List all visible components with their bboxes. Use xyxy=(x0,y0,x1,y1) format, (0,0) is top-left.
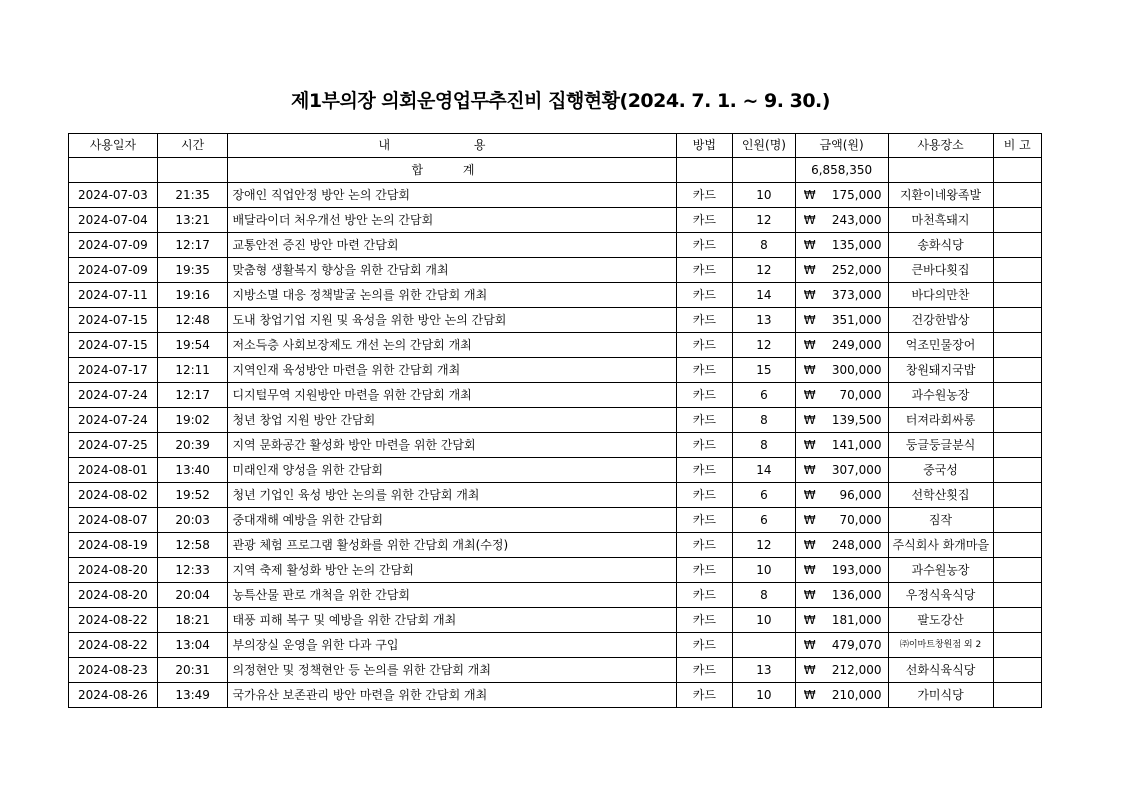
currency-symbol: ₩ xyxy=(803,188,816,202)
cell-date: 2024-07-24 xyxy=(69,408,158,433)
cell-amount xyxy=(795,633,888,658)
cell-content: 배달라이더 처우개선 방안 논의 간담회 xyxy=(228,208,676,233)
cell-date: 2024-07-09 xyxy=(69,258,158,283)
cell-time: 12:17 xyxy=(157,383,228,408)
cell-date: 2024-07-17 xyxy=(69,358,158,383)
cell-amount-value: 96,000 xyxy=(839,488,882,502)
cell-amount xyxy=(795,383,888,408)
cell-note xyxy=(993,633,1042,658)
table-row xyxy=(69,183,1042,208)
cell-note xyxy=(993,383,1042,408)
cell-people: 10 xyxy=(733,558,796,583)
currency-symbol: ₩ xyxy=(803,238,816,252)
cell-amount-value: 243,000 xyxy=(831,213,882,227)
cell-time: 20:03 xyxy=(157,508,228,533)
cell-date: 2024-07-24 xyxy=(69,383,158,408)
cell-method: 카드 xyxy=(676,333,733,358)
cell-time: 12:58 xyxy=(157,533,228,558)
cell-amount-value: 135,000 xyxy=(831,238,882,252)
cell-place: 짐작 xyxy=(888,508,993,533)
cell-amount xyxy=(795,333,888,358)
cell-date: 2024-08-07 xyxy=(69,508,158,533)
table-row xyxy=(69,358,1042,383)
currency-symbol: ₩ xyxy=(803,588,816,602)
cell-method: 카드 xyxy=(676,183,733,208)
table-row xyxy=(69,608,1042,633)
cell-time: 12:33 xyxy=(157,558,228,583)
cell-amount xyxy=(795,208,888,233)
cell-note xyxy=(993,233,1042,258)
currency-symbol: ₩ xyxy=(803,538,816,552)
page-title: 제1부의장 의회운영업무추진비 집행현황(2024. 7. 1. ~ 9. 30.) xyxy=(291,90,830,112)
cell-people: 12 xyxy=(733,533,796,558)
cell-people: 13 xyxy=(733,658,796,683)
cell-place: 큰바다횟집 xyxy=(888,258,993,283)
header-content xyxy=(228,134,676,158)
cell-method: 카드 xyxy=(676,233,733,258)
header-date: 사용일자 xyxy=(69,134,158,158)
cell-amount xyxy=(795,558,888,583)
cell-amount-value: 193,000 xyxy=(831,563,882,577)
cell-people: 15 xyxy=(733,358,796,383)
cell-time: 13:40 xyxy=(157,458,228,483)
cell-content: 청년 기업인 육성 방안 논의를 위한 간담회 개최 xyxy=(228,483,676,508)
cell-amount xyxy=(795,408,888,433)
cell-amount-value: 210,000 xyxy=(831,688,882,702)
currency-symbol: ₩ xyxy=(803,438,816,452)
cell-people: 6 xyxy=(733,483,796,508)
table-row xyxy=(69,333,1042,358)
cell-people: 12 xyxy=(733,333,796,358)
table-row xyxy=(69,308,1042,333)
cell-date: 2024-08-20 xyxy=(69,583,158,608)
total-label-text: 합 계 xyxy=(411,163,493,177)
header-method: 방법 xyxy=(676,134,733,158)
table-row xyxy=(69,508,1042,533)
currency-symbol: ₩ xyxy=(803,413,816,427)
currency-symbol: ₩ xyxy=(803,288,816,302)
cell-amount-value: 70,000 xyxy=(839,513,882,527)
cell-method: 카드 xyxy=(676,208,733,233)
cell-amount xyxy=(795,358,888,383)
cell-method: 카드 xyxy=(676,658,733,683)
cell-place: 송화식당 xyxy=(888,233,993,258)
cell-time: 19:16 xyxy=(157,283,228,308)
cell-amount-value: 373,000 xyxy=(831,288,882,302)
currency-symbol: ₩ xyxy=(803,688,816,702)
cell-note xyxy=(993,208,1042,233)
cell-note xyxy=(993,683,1042,708)
cell-time: 19:54 xyxy=(157,333,228,358)
cell-date: 2024-08-20 xyxy=(69,558,158,583)
total-amount: 6,858,350 xyxy=(795,158,888,183)
cell-time: 19:02 xyxy=(157,408,228,433)
cell-content: 도내 창업기업 지원 및 육성을 위한 방안 논의 간담회 xyxy=(228,308,676,333)
cell-time: 13:49 xyxy=(157,683,228,708)
currency-symbol: ₩ xyxy=(803,388,816,402)
cell-amount-value: 212,000 xyxy=(831,663,882,677)
cell-content: 장애인 직업안정 방안 논의 간담회 xyxy=(228,183,676,208)
currency-symbol: ₩ xyxy=(803,463,816,477)
table-row xyxy=(69,433,1042,458)
cell-amount xyxy=(795,183,888,208)
cell-place: 선화식육식당 xyxy=(888,658,993,683)
cell-place: 가미식당 xyxy=(888,683,993,708)
cell-amount xyxy=(795,508,888,533)
cell-time: 19:35 xyxy=(157,258,228,283)
cell-amount-value: 307,000 xyxy=(831,463,882,477)
cell-amount-value: 175,000 xyxy=(831,188,882,202)
cell-note xyxy=(993,283,1042,308)
cell-date: 2024-08-01 xyxy=(69,458,158,483)
cell-place: 지환이네왕족발 xyxy=(888,183,993,208)
cell-amount xyxy=(795,583,888,608)
cell-date: 2024-07-15 xyxy=(69,333,158,358)
cell-amount xyxy=(795,533,888,558)
table-row xyxy=(69,283,1042,308)
cell-place: 팔도강산 xyxy=(888,608,993,633)
cell-content: 중대재해 예방을 위한 간담회 xyxy=(228,508,676,533)
cell-time: 18:21 xyxy=(157,608,228,633)
cell-content: 농특산물 판로 개척을 위한 간담회 xyxy=(228,583,676,608)
currency-symbol: ₩ xyxy=(803,663,816,677)
cell-amount xyxy=(795,233,888,258)
cell-note xyxy=(993,458,1042,483)
header-time: 시간 xyxy=(157,134,228,158)
cell-method: 카드 xyxy=(676,633,733,658)
table-row xyxy=(69,258,1042,283)
cell-date: 2024-07-15 xyxy=(69,308,158,333)
table-row xyxy=(69,558,1042,583)
currency-symbol: ₩ xyxy=(803,313,816,327)
cell-note xyxy=(993,333,1042,358)
cell-date: 2024-07-25 xyxy=(69,433,158,458)
table-row xyxy=(69,408,1042,433)
cell-date: 2024-08-26 xyxy=(69,683,158,708)
total-row xyxy=(69,158,1042,183)
cell-note xyxy=(993,608,1042,633)
expense-table xyxy=(68,133,1042,708)
cell-note xyxy=(993,358,1042,383)
cell-date: 2024-07-11 xyxy=(69,283,158,308)
table-row xyxy=(69,633,1042,658)
cell-content: 맞춤형 생활복지 향상을 위한 간담회 개최 xyxy=(228,258,676,283)
cell-time: 20:31 xyxy=(157,658,228,683)
cell-method: 카드 xyxy=(676,308,733,333)
cell-content: 관광 체험 프로그램 활성화를 위한 간담회 개최(수정) xyxy=(228,533,676,558)
cell-amount xyxy=(795,283,888,308)
cell-people: 10 xyxy=(733,183,796,208)
cell-note xyxy=(993,408,1042,433)
cell-amount-value: 139,500 xyxy=(831,413,882,427)
table-row xyxy=(69,233,1042,258)
cell-place: 창원돼지국밥 xyxy=(888,358,993,383)
cell-place: 터져라회싸롱 xyxy=(888,408,993,433)
cell-amount-value: 300,000 xyxy=(831,363,882,377)
table-row xyxy=(69,483,1042,508)
header-people: 인원(명) xyxy=(733,134,796,158)
table-row xyxy=(69,533,1042,558)
cell-note xyxy=(993,533,1042,558)
cell-amount-value: 351,000 xyxy=(831,313,882,327)
cell-people: 10 xyxy=(733,608,796,633)
cell-amount-value: 479,070 xyxy=(831,638,882,652)
cell-people xyxy=(733,633,796,658)
cell-place: 과수원농장 xyxy=(888,558,993,583)
currency-symbol: ₩ xyxy=(803,263,816,277)
cell-note xyxy=(993,183,1042,208)
cell-date: 2024-08-02 xyxy=(69,483,158,508)
cell-people: 12 xyxy=(733,258,796,283)
cell-content: 디지털무역 지원방안 마련을 위한 간담회 개최 xyxy=(228,383,676,408)
cell-date: 2024-08-22 xyxy=(69,608,158,633)
cell-amount xyxy=(795,308,888,333)
cell-content: 교통안전 증진 방안 마련 간담회 xyxy=(228,233,676,258)
cell-content: 지방소멸 대응 정책발굴 논의를 위한 간담회 개최 xyxy=(228,283,676,308)
header-note: 비 고 xyxy=(993,134,1042,158)
cell-note xyxy=(993,583,1042,608)
cell-people: 13 xyxy=(733,308,796,333)
cell-place: 억조민물장어 xyxy=(888,333,993,358)
cell-method: 카드 xyxy=(676,583,733,608)
cell-method: 카드 xyxy=(676,283,733,308)
cell-place: 마천흑돼지 xyxy=(888,208,993,233)
cell-place: 주식회사 화개마을 xyxy=(888,533,993,558)
currency-symbol: ₩ xyxy=(803,338,816,352)
cell-time: 12:48 xyxy=(157,308,228,333)
cell-people: 14 xyxy=(733,458,796,483)
cell-place: 우정식육식당 xyxy=(888,583,993,608)
cell-time: 19:52 xyxy=(157,483,228,508)
cell-people: 6 xyxy=(733,383,796,408)
cell-amount-value: 136,000 xyxy=(831,588,882,602)
cell-people: 6 xyxy=(733,508,796,533)
cell-note xyxy=(993,308,1042,333)
table-row xyxy=(69,683,1042,708)
cell-note xyxy=(993,558,1042,583)
table-row xyxy=(69,583,1042,608)
cell-method: 카드 xyxy=(676,408,733,433)
cell-time: 12:11 xyxy=(157,358,228,383)
cell-note xyxy=(993,433,1042,458)
cell-method: 카드 xyxy=(676,383,733,408)
cell-content: 지역 축제 활성화 방안 논의 간담회 xyxy=(228,558,676,583)
cell-time: 13:21 xyxy=(157,208,228,233)
currency-symbol: ₩ xyxy=(803,563,816,577)
currency-symbol: ₩ xyxy=(803,613,816,627)
cell-date: 2024-07-04 xyxy=(69,208,158,233)
header-place: 사용장소 xyxy=(888,134,993,158)
cell-method: 카드 xyxy=(676,258,733,283)
cell-method: 카드 xyxy=(676,558,733,583)
currency-symbol: ₩ xyxy=(803,513,816,527)
cell-time: 20:04 xyxy=(157,583,228,608)
cell-amount xyxy=(795,258,888,283)
cell-amount-value: 181,000 xyxy=(831,613,882,627)
cell-method: 카드 xyxy=(676,508,733,533)
cell-amount xyxy=(795,608,888,633)
cell-content: 국가유산 보존관리 방안 마련을 위한 간담회 개최 xyxy=(228,683,676,708)
cell-place: 선학산횟집 xyxy=(888,483,993,508)
cell-note xyxy=(993,483,1042,508)
cell-content: 의정현안 및 정책현안 등 논의를 위한 간담회 개최 xyxy=(228,658,676,683)
cell-content: 저소득층 사회보장제도 개선 논의 간담회 개최 xyxy=(228,333,676,358)
cell-amount xyxy=(795,433,888,458)
currency-symbol: ₩ xyxy=(803,488,816,502)
cell-time: 20:39 xyxy=(157,433,228,458)
header-amount: 금액(원) xyxy=(795,134,888,158)
cell-note xyxy=(993,658,1042,683)
table-row xyxy=(69,383,1042,408)
cell-method: 카드 xyxy=(676,358,733,383)
cell-people: 10 xyxy=(733,683,796,708)
cell-place: 과수원농장 xyxy=(888,383,993,408)
cell-people: 12 xyxy=(733,208,796,233)
currency-symbol: ₩ xyxy=(803,638,816,652)
cell-amount xyxy=(795,483,888,508)
cell-people: 8 xyxy=(733,408,796,433)
cell-date: 2024-07-09 xyxy=(69,233,158,258)
cell-place: 건강한밥상 xyxy=(888,308,993,333)
cell-time: 12:17 xyxy=(157,233,228,258)
cell-method: 카드 xyxy=(676,683,733,708)
header-row xyxy=(69,134,1042,158)
cell-method: 카드 xyxy=(676,458,733,483)
cell-people: 14 xyxy=(733,283,796,308)
cell-method: 카드 xyxy=(676,608,733,633)
cell-method: 카드 xyxy=(676,533,733,558)
cell-amount-value: 70,000 xyxy=(839,388,882,402)
cell-note xyxy=(993,508,1042,533)
cell-amount-value: 248,000 xyxy=(831,538,882,552)
cell-people: 8 xyxy=(733,583,796,608)
cell-time: 21:35 xyxy=(157,183,228,208)
cell-amount xyxy=(795,458,888,483)
total-label xyxy=(228,158,676,183)
cell-content: 부의장실 운영을 위한 다과 구입 xyxy=(228,633,676,658)
cell-content: 지역 문화공간 활성화 방안 마련을 위한 간담회 xyxy=(228,433,676,458)
cell-content: 지역인재 육성방안 마련을 위한 간담회 개최 xyxy=(228,358,676,383)
table-row xyxy=(69,658,1042,683)
cell-content: 태풍 피해 복구 및 예방을 위한 간담회 개최 xyxy=(228,608,676,633)
currency-symbol: ₩ xyxy=(803,363,816,377)
cell-content: 미래인재 양성을 위한 간담회 xyxy=(228,458,676,483)
cell-place: 둥글둥글분식 xyxy=(888,433,993,458)
cell-amount-value: 141,000 xyxy=(831,438,882,452)
cell-amount xyxy=(795,658,888,683)
cell-people: 8 xyxy=(733,433,796,458)
cell-place: 중국성 xyxy=(888,458,993,483)
cell-date: 2024-08-19 xyxy=(69,533,158,558)
cell-place: ㈜이마트창원점 외 2 xyxy=(888,633,993,658)
cell-method: 카드 xyxy=(676,483,733,508)
cell-amount xyxy=(795,683,888,708)
cell-note xyxy=(993,258,1042,283)
cell-time: 13:04 xyxy=(157,633,228,658)
cell-amount-value: 249,000 xyxy=(831,338,882,352)
cell-date: 2024-08-23 xyxy=(69,658,158,683)
currency-symbol: ₩ xyxy=(803,213,816,227)
table-row xyxy=(69,208,1042,233)
cell-date: 2024-08-22 xyxy=(69,633,158,658)
cell-method: 카드 xyxy=(676,433,733,458)
cell-place: 바다의만찬 xyxy=(888,283,993,308)
cell-content: 청년 창업 지원 방안 간담회 xyxy=(228,408,676,433)
cell-date: 2024-07-03 xyxy=(69,183,158,208)
table-row xyxy=(69,458,1042,483)
header-content-label: 내 용 xyxy=(378,138,526,152)
cell-amount-value: 252,000 xyxy=(831,263,882,277)
cell-people: 8 xyxy=(733,233,796,258)
